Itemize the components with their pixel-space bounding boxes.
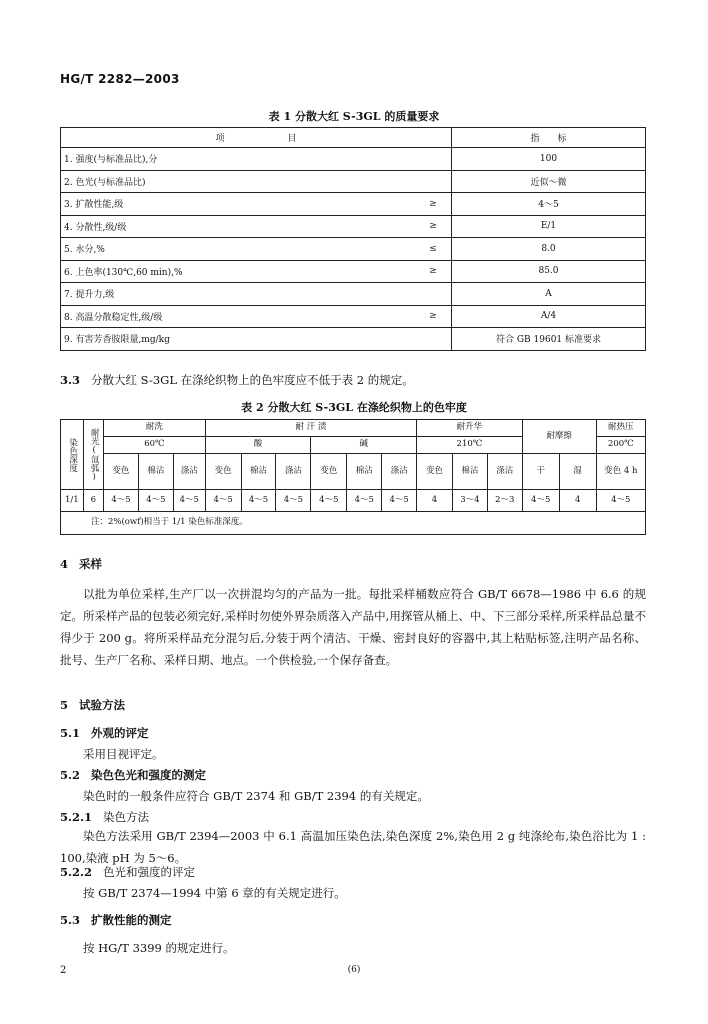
- section-5-2-heading: [60, 767, 206, 783]
- table-row: [61, 260, 646, 283]
- section-3-3: [60, 372, 414, 388]
- t2-cell: 4～5: [596, 490, 645, 512]
- t2-cell: 4: [559, 490, 596, 512]
- table1-cmp: [415, 148, 452, 171]
- section-5-2-text: 染色时的一般条件应符合 GB/T 2374 和 GB/T 2394 的有关规定。: [83, 789, 429, 803]
- page-number: 2: [60, 965, 67, 976]
- section-number: 3.3: [60, 373, 81, 387]
- table1-cmp: [415, 328, 452, 351]
- section-5-3-heading: [60, 912, 171, 928]
- table2-caption: 表 2 分散大红 S-3GL 在涤纶织物上的色牢度: [241, 401, 467, 414]
- t2-h-hotpress: 耐热压: [596, 420, 645, 437]
- t2-sub: 湿: [559, 454, 596, 490]
- section-number: 5: [60, 698, 69, 712]
- table1-value: E/1: [452, 215, 646, 238]
- t2-cell: 4～5: [138, 490, 173, 512]
- page-footer-center: (6): [347, 965, 361, 975]
- table1-item: 4. 分散性,级/级: [61, 215, 416, 238]
- table1-item: 1. 强度(与标准品比),分: [61, 148, 416, 171]
- t2-sub: 涤沾: [276, 454, 311, 490]
- section-5-2-1-text: 染色方法采用 GB/T 2394—2003 中 6.1 高温加压染色法,染色深度 2%,染色用 2 g 纯涤纶布,染色浴比为 1 : 100,染液 pH 为 5～6。: [60, 829, 646, 865]
- section-title: 染色色光和强度的测定: [90, 768, 206, 782]
- t2-cell: 3～4: [452, 490, 487, 512]
- table1-item: 8. 高温分散稳定性,级/级: [61, 305, 416, 328]
- table2-note: 注：2%(owf)相当于 1/1 染色标准深度。: [61, 512, 646, 535]
- table1-item: 7. 提升力,级: [61, 283, 416, 306]
- section-number: 5.2.1: [60, 810, 93, 824]
- t2-sub: 涤沾: [487, 454, 522, 490]
- t2-cell: 6: [83, 490, 104, 512]
- table1-item: 5. 水分,%: [61, 238, 416, 261]
- t2-sub: 干: [522, 454, 559, 490]
- t2-cell: 4～5: [347, 490, 382, 512]
- t2-cell: 4～5: [205, 490, 241, 512]
- t2-sub: 棉沾: [347, 454, 382, 490]
- t2-cell: 4: [417, 490, 453, 512]
- table-row: [61, 148, 646, 171]
- table-row: [61, 305, 646, 328]
- t2-sub: 涤沾: [382, 454, 417, 490]
- table-row: [61, 490, 646, 512]
- t2-cell: 4～5: [173, 490, 205, 512]
- table1-cmp: [415, 283, 452, 306]
- t2-h-hotpress-temp: 200℃: [596, 437, 645, 454]
- t2-sub: 棉沾: [452, 454, 487, 490]
- table1-col-value: 指 标: [452, 128, 646, 148]
- section-title: 色光和强度的评定: [102, 865, 195, 879]
- standard-header: HG/T 2282—2003: [60, 72, 180, 86]
- t2-h-rub: 耐摩擦: [522, 420, 596, 454]
- t2-cell: 4～5: [104, 490, 139, 512]
- color-fastness-table: [60, 419, 646, 535]
- section-number: 5.1: [60, 726, 81, 740]
- t2-h-sublim: 耐升华: [417, 420, 523, 437]
- section-number: 5.2: [60, 768, 81, 782]
- t2-h-sweat: 耐 汗 渍: [205, 420, 416, 437]
- table1-cmp: ≥: [415, 260, 452, 283]
- t2-cell: 4～5: [382, 490, 417, 512]
- table1-cmp: ≥: [415, 193, 452, 216]
- t2-h-light: 耐光(氙弧): [83, 420, 104, 490]
- section-title: 扩散性能的测定: [90, 913, 172, 927]
- table1-item: 9. 有害芳香胺限量,mg/kg: [61, 328, 416, 351]
- section-title: 采样: [78, 557, 102, 571]
- t2-cell: 2～3: [487, 490, 522, 512]
- table1-value: 8.0: [452, 238, 646, 261]
- t2-sub: 变色: [205, 454, 241, 490]
- section-5-2-2-heading: [60, 864, 195, 880]
- t2-cell: 4～5: [276, 490, 311, 512]
- section-title: 染色方法: [102, 810, 149, 824]
- table1-cmp: ≤: [415, 238, 452, 261]
- table1-col-item: 项 目: [61, 128, 452, 148]
- table1-value: A/4: [452, 305, 646, 328]
- section-5-3-text: 按 HG/T 3399 的规定进行。: [83, 941, 235, 955]
- table1-item: 2. 色光(与标准品比): [61, 170, 416, 193]
- table-row: [61, 283, 646, 306]
- table1-value: 4～5: [452, 193, 646, 216]
- t2-h-depth: 染色深度: [61, 420, 84, 490]
- t2-cell: 4～5: [241, 490, 276, 512]
- table1-item: 3. 扩散性能,级: [61, 193, 416, 216]
- section-title: 试验方法: [78, 698, 125, 712]
- t2-sub: 棉沾: [138, 454, 173, 490]
- table1-value: 近似～微: [452, 170, 646, 193]
- section-5-heading: [60, 697, 125, 713]
- table1-cmp: ≥: [415, 305, 452, 328]
- table1-cmp: ≥: [415, 215, 452, 238]
- section-5-2-1-heading: [60, 809, 149, 825]
- t2-h-alkali: 碱: [311, 437, 417, 454]
- section-text: 分散大红 S-3GL 在涤纶织物上的色牢度应不低于表 2 的规定。: [90, 373, 414, 387]
- t2-h-wash-temp: 60℃: [104, 437, 206, 454]
- table-row: [61, 238, 646, 261]
- section-5-1-text: 采用目视评定。: [83, 747, 164, 761]
- t2-cell: 4～5: [522, 490, 559, 512]
- table1-value: A: [452, 283, 646, 306]
- t2-h-wash: 耐洗: [104, 420, 206, 437]
- t2-sub: 棉沾: [241, 454, 276, 490]
- section-5-1-heading: [60, 725, 148, 741]
- section-title: 外观的评定: [90, 726, 149, 740]
- section-4-text: 以批为单位采样,生产厂以一次拼混均匀的产品为一批。每批采样桶数应符合 GB/T 6678—1986 中 6.6 的规定。所采样产品的包装必须完好,采样时勿使外界杂质落入产品中,用探管从桶上、中、下三部分采样,所采样品总量不得少于 200 g。将所采样品充分混匀后,分装于两个清洁、干燥、密封良好的容器中,其上粘贴标签,注明产品名称、批号、生产厂名称、采样日期、地点。一个供检验,一个保存备查。: [60, 587, 646, 667]
- t2-sub: 变色: [104, 454, 139, 490]
- table-row: [61, 193, 646, 216]
- section-number: 5.2.2: [60, 865, 93, 879]
- section-number: 4: [60, 557, 69, 571]
- table-row: [61, 215, 646, 238]
- table-row: [61, 328, 646, 351]
- section-number: 5.3: [60, 913, 81, 927]
- t2-cell: 1/1: [61, 490, 84, 512]
- table1-item: 6. 上色率(130℃,60 min),%: [61, 260, 416, 283]
- table1-cmp: [415, 170, 452, 193]
- table1-value: 符合 GB 19601 标准要求: [452, 328, 646, 351]
- table1-value: 85.0: [452, 260, 646, 283]
- t2-sub: 变色 4 h: [596, 454, 645, 490]
- quality-requirements-table: [60, 127, 646, 351]
- table-row: [61, 170, 646, 193]
- t2-h-sublim-temp: 210℃: [417, 437, 523, 454]
- t2-sub: 变色: [311, 454, 347, 490]
- t2-cell: 4～5: [311, 490, 347, 512]
- table2-note-row: [61, 512, 646, 535]
- table1-header-row: [61, 128, 646, 148]
- t2-sub: 变色: [417, 454, 453, 490]
- table1-caption: 表 1 分散大红 S-3GL 的质量要求: [268, 110, 440, 123]
- t2-h-acid: 酸: [205, 437, 311, 454]
- t2-sub: 涤沾: [173, 454, 205, 490]
- section-4-heading: [60, 556, 102, 572]
- section-5-2-2-text: 按 GB/T 2374—1994 中第 6 章的有关规定进行。: [83, 886, 346, 900]
- table1-value: 100: [452, 148, 646, 171]
